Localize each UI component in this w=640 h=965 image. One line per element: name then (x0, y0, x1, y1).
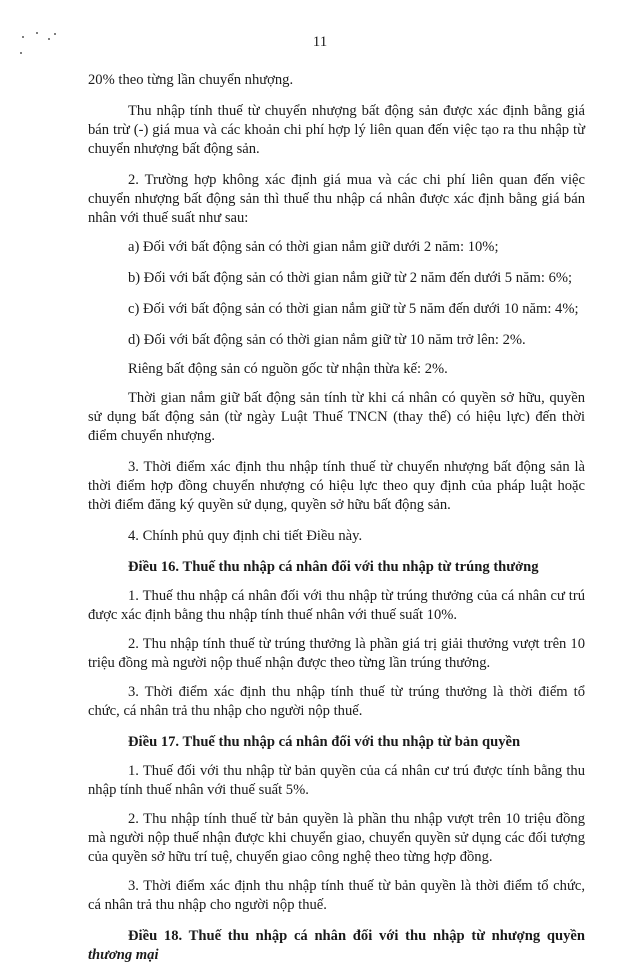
paragraph: Riêng bất động sản có nguồn gốc từ nhận thừa kế: 2%. (128, 361, 448, 377)
paragraph: 2. Thu nhập tính thuế từ bản quyền là phần thu nhập vượt trên 10 triệu đồng mà người nộp thuế nhận được khi chuyển giao, chuyển quyền sử dụng các đối tượng của quyền sở hữu trí tuệ, chuyển giao công nghệ theo từng hợp đồng. (88, 811, 585, 865)
paragraph: Thời gian nắm giữ bất động sản tính từ khi cá nhân có quyền sở hữu, quyền sử dụng bất động sản (từ ngày Luật Thuế TNCN (thay thế) có hiệu lực) đến thời điểm chuyển nhượng. (88, 390, 585, 444)
article-heading-17: Điều 17. Thuế thu nhập cá nhân đối với thu nhập từ bản quyền (128, 734, 521, 750)
paragraph: 20% theo từng lần chuyển nhượng. (88, 72, 294, 88)
list-item: d) Đối với bất động sản có thời gian nắm giữ từ 10 năm trở lên: 2%. (128, 332, 526, 348)
list-item: c) Đối với bất động sản có thời gian nắm giữ từ 5 năm đến dưới 10 năm: 4%; (128, 301, 579, 317)
paragraph: 1. Thuế đối với thu nhập từ bản quyền của cá nhân cư trú được tính bằng thu nhập tính thuế nhân với thuế suất 5%. (88, 763, 585, 798)
paragraph: Thu nhập tính thuế từ chuyển nhượng bất động sản được xác định bằng giá bán trừ (-) giá mua và các khoản chi phí hợp lý liên quan đến việc tạo ra thu nhập từ chuyển nhượng bất động sản. (88, 103, 585, 157)
paragraph: 4. Chính phủ quy định chi tiết Điều này. (128, 528, 363, 544)
list-item: a) Đối với bất động sản có thời gian nắm giữ dưới 2 năm: 10%; (128, 239, 499, 255)
paragraph: 2. Trường hợp không xác định giá mua và các chi phí liên quan đến việc chuyển nhượng bất động sản thì thuế thu nhập cá nhân được xác định bằng giá bán nhân với thuế suất như sau: (88, 172, 585, 226)
paragraph: 3. Thời điểm xác định thu nhập tính thuế từ bản quyền là thời điểm tổ chức, cá nhân trả thu nhập cho người nộp thuế. (88, 878, 585, 913)
article-heading-18-text: Điều 18. Thuế thu nhập cá nhân đối với thu nhập từ nhượng quyền (128, 928, 585, 944)
article-heading-18-tail: thương mại (88, 947, 159, 963)
paragraph: 2. Thu nhập tính thuế từ trúng thưởng là phần giá trị giải thưởng vượt trên 10 triệu đồng mà người nộp thuế nhận được theo từng lần trúng thưởng. (88, 636, 585, 671)
paragraph: 1. Thuế thu nhập cá nhân đối với thu nhập từ trúng thưởng của cá nhân cư trú được xác định bằng thu nhập tính thuế nhân với thuế suất 10%. (88, 588, 585, 623)
article-heading-16: Điều 16. Thuế thu nhập cá nhân đối với thu nhập từ trúng thưởng (128, 559, 539, 575)
article-heading-18 (88, 927, 585, 965)
page-number: 11 (312, 34, 328, 50)
list-item: b) Đối với bất động sản có thời gian nắm giữ từ 2 năm đến dưới 5 năm: 6%; (128, 270, 573, 286)
paragraph: 3. Thời điểm xác định thu nhập tính thuế từ chuyển nhượng bất động sản là thời điểm hợp đồng chuyển nhượng có hiệu lực theo quy định của pháp luật hoặc thời điểm đăng ký quyền sử dụng, quyền sở hữu bất động sản. (88, 459, 585, 513)
document-body (88, 71, 585, 965)
paragraph: 3. Thời điểm xác định thu nhập tính thuế từ trúng thưởng là thời điểm tổ chức, cá nhân trả thu nhập cho người nộp thuế. (88, 684, 585, 719)
